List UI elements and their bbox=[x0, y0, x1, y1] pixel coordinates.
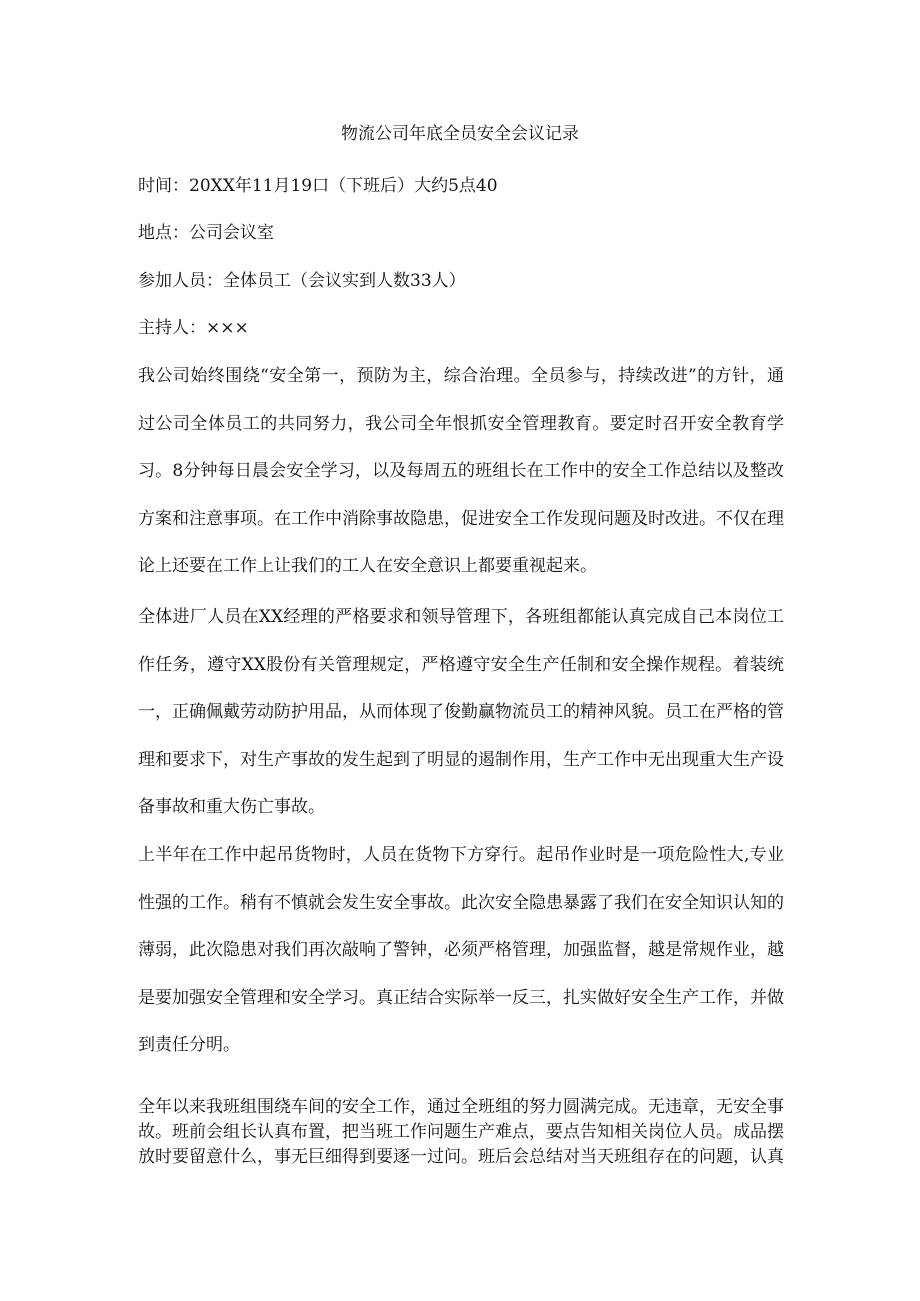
meeting-attendees: 参加人员：全体员工（会议实到人数33人） bbox=[138, 271, 466, 291]
meeting-time: 时间：20XX年11月19口（下班后）大约5点40 bbox=[138, 176, 498, 196]
paragraph-lifting-hazard: 上半年在工作中起吊货物时，人员在货物下方穿行。起吊作业时是一项危险性大,专业性强的工作。稍有不慎就会发生安全事故。此次安全隐患暴露了我们在安全知识认知的薄弱，此次隐患对我们再次敲响了警钟，必须严格管理，加强监督，越是常规作业，越是要加强安全管理和安全学习。真正结合实际举一反三，扎实做好安全生产工作，并做到责任分明。 bbox=[138, 845, 784, 1055]
paragraph-staff-discipline: 全体进厂人员在XX经理的严格要求和领导管理下，各班组都能认真完成自己本岗位工作任务，遵守XX股份有关管理规定，严格遵守安全生产任制和安全操作规程。着装统一，正确佩戴劳动防护用品，从而体现了俊勤赢物流员工的精神风貌。员工在严格的管理和要求下，对生产事故的发生起到了明显的遏制作用，生产工作中无出现重大生产设备事故和重大伤亡事故。 bbox=[138, 607, 784, 817]
meeting-host: 主持人：××× bbox=[138, 318, 249, 338]
document-title: 物流公司年底全员安全会议记录 bbox=[341, 124, 579, 144]
paragraph-safety-policy: 我公司始终围绕“安全第一，预防为主，综合治理。全员参与，持续改进”的方针，通过公司全体员工的共同努力，我公司全年恨抓安全管理教育。要定时召开安全教育学习。8分钟每日晨会安全学习，以及每周五的班组长在工作中的安全工作总结以及整改方案和注意事项。在工作中消除事故隐患，促进安全工作发现问题及时改进。不仅在理论上还要在工作上让我们的工人在安全意识上都要重视起来。 bbox=[138, 366, 784, 576]
meeting-location: 地点：公司会议室 bbox=[138, 223, 274, 243]
paragraph-team-summary: 全年以来我班组围绕车间的安全工作，通过全班组的努力圆满完成。无违章，无安全事故。班前会组长认真布置，把当班工作问题生产难点，要点告知相关岗位人员。成品摆放时要留意什么，事无巨细得到要逐一过问。班后会总结对当天班组存在的问题，认真 bbox=[138, 1097, 784, 1167]
